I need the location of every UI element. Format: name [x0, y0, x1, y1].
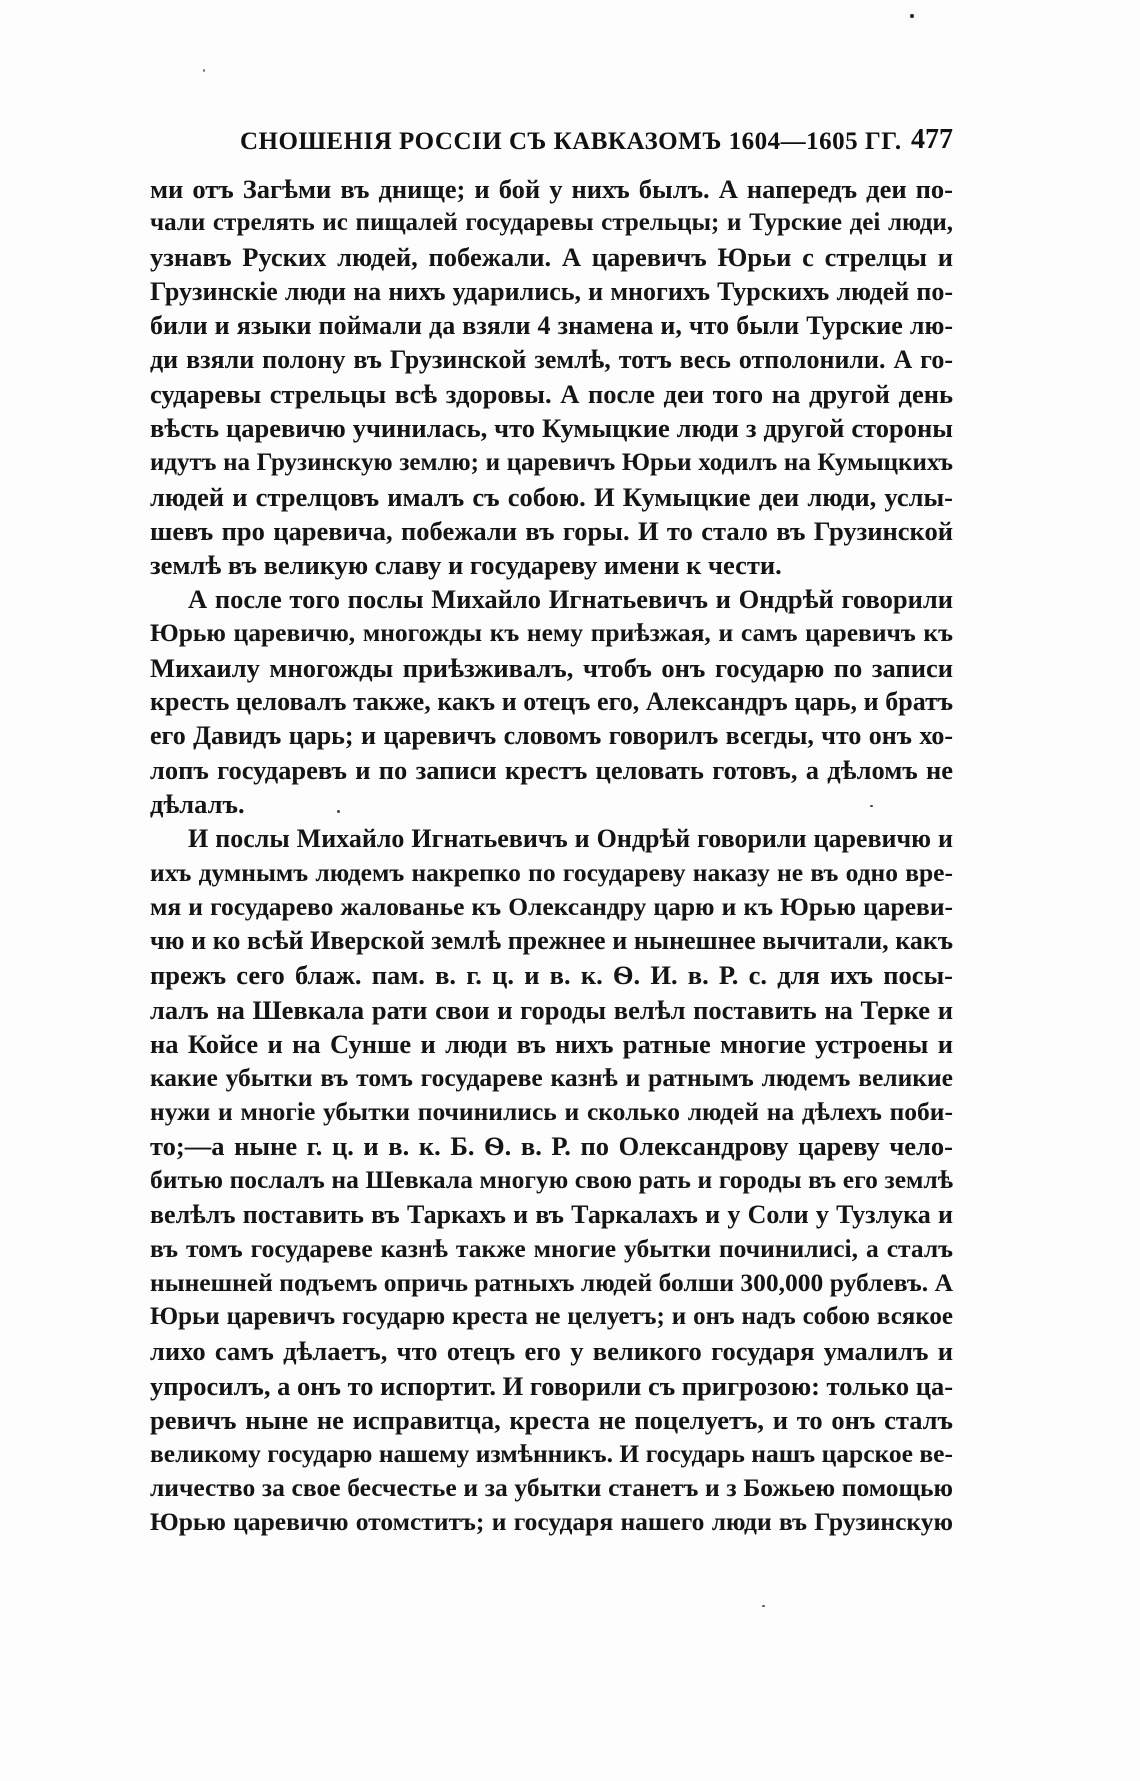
text-line: Юрью царевичю, многожды къ нему приѣзжая, и самъ царевичъ къ: [150, 618, 953, 648]
text-line: упросилъ, а онъ то испортит. И говорили съ пригрозою: только ца-: [150, 1370, 953, 1401]
text-line: велѣлъ поставить въ Таркахъ и въ Таркалахъ и у Соли у Тузлука и: [150, 1199, 953, 1229]
scan-speck: [203, 69, 205, 72]
text-line: лопъ государевъ и по записи крестъ целовать готовъ, а дѣломъ не: [150, 755, 953, 786]
text-line: лихо самъ дѣлаетъ, что отецъ его у великого государя умалилъ и: [150, 1336, 953, 1367]
text-line: на Койсе и на Сунше и люди въ нихъ ратные многие устроены и: [150, 1028, 953, 1059]
scan-speck: [337, 810, 340, 813]
text-line: личество за свое бесчестье и за убытки станетъ и з Божьею помощью: [150, 1473, 953, 1503]
text-line: какие убытки въ томъ государеве казнѣ и ратнымъ людемъ великие: [150, 1062, 953, 1092]
text-line: людей и стрелцовъ ималъ съ собою. И Кумыцкие деи люди, услы-: [150, 481, 953, 512]
text-line: прежъ сего блаж. пам. в. г. ц. и в. к. Ѳ. И. в. Р. с. для ихъ посы-: [150, 960, 953, 991]
scan-speck: [870, 805, 873, 807]
paragraph-2: [150, 582, 953, 821]
text-line: то;—а ныне г. ц. и в. к. Б. Ѳ. в. Р. по Олександрову цареву чело-: [150, 1131, 953, 1162]
text-line: чю и ко всѣй Иверской землѣ прежнее и нынешнее вычитали, какъ: [150, 926, 953, 956]
text-line: нынешней подъемъ опричь ратныхъ людей болши 300,000 рублевъ. А: [150, 1268, 953, 1297]
text-line: его Давидъ царь; и царевичъ словомъ говорилъ всегды, что онъ хо-: [150, 721, 953, 750]
text-line: кресть целовалъ также, какъ и отецъ его, Александръ царь, и братъ: [150, 686, 953, 716]
text-line: Грузинскіе люди на нихъ ударились, и многихъ Турскихъ людей по-: [150, 276, 953, 306]
text-line: дѣлалъ.: [150, 789, 245, 820]
text-line: узнавъ Руских людей, побежали. А царевичъ Юрьи с стрелцы и: [150, 242, 953, 273]
running-title: СНОШЕНІЯ РОССІИ СЪ КАВКАЗОМЪ 1604—1605 ГГ.: [240, 128, 902, 155]
text-line: идутъ на Грузинскую землю; и царевичъ Юрьи ходилъ на Кумыцкихъ: [150, 448, 953, 476]
scan-speck: [910, 14, 914, 18]
text-line: И послы Михайло Игнатьевичъ и Ондрѣй говорили царевичю и: [188, 823, 953, 853]
text-line: нужи и многіе убытки починились и сколько людей на дѣлехъ поби-: [150, 1097, 953, 1127]
text-line: били и языки поймали да взяли 4 знамена и, что были Турские лю-: [150, 310, 953, 340]
text-line: великому государю нашему измѣнникъ. И государь нашъ царское ве-: [150, 1438, 953, 1468]
text-line: мя и государево жалованье къ Олександру царю и къ Юрью цареви-: [150, 891, 953, 921]
text-line: Михаилу многожды приѣзживалъ, чтобъ онъ государю по записи: [150, 652, 953, 683]
text-line: А после того послы Михайло Игнатьевичъ и Ондрѣй говорили: [188, 584, 953, 615]
page-number: 477: [911, 124, 953, 155]
scan-speck: [762, 1605, 765, 1607]
text-line: землѣ въ великую славу и государеву имени к чести.: [150, 550, 782, 581]
body-text: [150, 172, 953, 1540]
text-line: ми отъ Загѣми въ днище; и бой у нихъ былъ. А напередъ деи по-: [150, 174, 953, 204]
text-line: битью послалъ на Шевкала многую свою рать и городы въ его землѣ: [150, 1165, 953, 1195]
text-line: Юрью царевичю отомститъ; и государя нашего люди въ Грузинскую: [150, 1507, 953, 1537]
text-line: сударевы стрельцы всѣ здоровы. А после деи того на другой день: [150, 379, 953, 410]
text-line: ревичъ ныне не исправитца, креста не поцелуетъ, и то онъ сталъ: [150, 1404, 953, 1435]
text-line: лалъ на Шевкала рати свои и городы велѣл поставить на Терке и: [150, 994, 953, 1025]
text-line: Юрьи царевичъ государю креста не целуетъ; и онъ надъ собою всякое: [150, 1303, 953, 1331]
text-line: чали стрелять ис пищалей государевы стрельцы; и Турские деі люди,: [150, 209, 953, 237]
paragraph-3: [150, 822, 953, 1540]
paragraph-1: [150, 172, 953, 582]
text-line: въ томъ государеве казнѣ также многие убытки починилисі, а сталъ: [150, 1233, 953, 1263]
text-line: ди взяли полону въ Грузинской землѣ, тотъ весь отполонили. А го-: [150, 344, 953, 374]
text-line: вѣсть царевичю учинилась, что Кумыцкие люди з другой стороны: [150, 413, 953, 444]
text-line: ихъ думнымъ людемъ накрепко по государеву наказу не въ одно вре-: [150, 857, 953, 887]
text-line: шевъ про царевича, побежали въ горы. И то стало въ Грузинской: [150, 515, 953, 546]
page-header: [240, 120, 953, 160]
